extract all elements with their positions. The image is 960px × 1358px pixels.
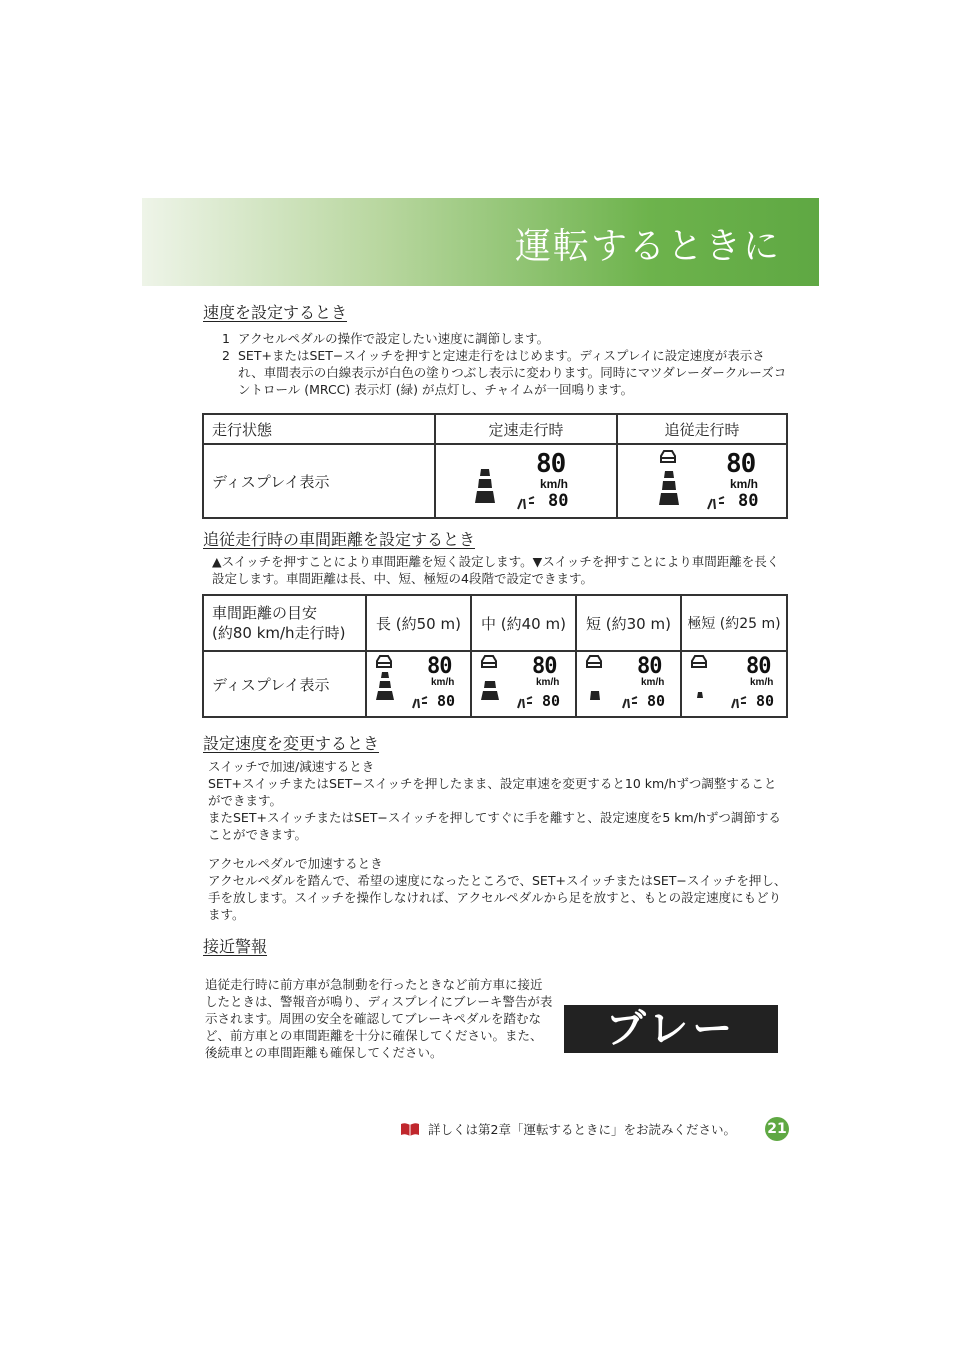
step-number: 2	[222, 348, 230, 363]
book-icon	[400, 1121, 420, 1137]
distance-description: ▲スイッチを押すことにより車間距離を短く設定します。▼スイッチを押すことにより車間距離を長く設定します。車間距離は長、中、短、極短の4段階で設定できます。	[212, 554, 780, 586]
proximity-warning-text: 追従走行時に前方車が急制動を行ったときなど前方車に接近したときは、警報音が鳴り、ディスプレイにブレーキ警告が表示されます。周囲の安全を確認してブレーキペダルを踏むなど、前方車との車間距離を十分に確保してください。また、後続車との車間距離も確保してください。	[205, 977, 553, 1060]
mrcc-indicator-icon	[621, 696, 639, 710]
step-text: SET+またはSET−スイッチを押すと定速走行をはじめます。ディスプレイに設定速度が表示され、車間表示の白線表示が白色の塗りつぶし表示に変わります。同時にマツダレーダークルーズコントロール (MRCC) 表示灯 (緑) が点灯し、チャイムが一回鳴ります。	[238, 348, 787, 397]
mrcc-indicator-icon	[730, 696, 748, 710]
sub-heading-accelerator: アクセルペダルで加速するとき	[208, 856, 383, 871]
vehicle-ahead-icon	[690, 655, 708, 669]
speed-readout: 80	[536, 449, 566, 479]
chapter-title: 運転するときに	[514, 226, 781, 267]
set-speed-readout: 80	[548, 491, 569, 511]
header-long: 長 (約50 m)	[366, 595, 471, 651]
header-distance-guide	[203, 595, 366, 651]
display-short	[576, 651, 681, 717]
change-speed-block	[208, 758, 788, 923]
display-extra-short	[681, 651, 787, 717]
switch-paragraph-1: SET+スイッチまたはSET−スイッチを押したまま、設定車速を変更すると10 km/hずつ調整することができます。	[208, 776, 777, 808]
distance-table	[202, 594, 788, 718]
set-speed-readout: 80	[542, 692, 561, 710]
speed-unit: km/h	[641, 677, 665, 688]
set-speed-readout: 80	[437, 692, 456, 710]
display-state-table	[202, 413, 788, 519]
display-following	[617, 444, 787, 518]
speed-unit: km/h	[536, 677, 560, 688]
speed-readout: 80	[532, 654, 557, 679]
vehicle-ahead-icon	[658, 449, 678, 465]
step-2	[210, 347, 790, 398]
switch-paragraph-2: またSET+スイッチまたはSET−スイッチを押してすぐに手を離すと、設定速度を5 km/hずつ調節することができます。	[208, 810, 781, 842]
speed-unit: km/h	[750, 677, 774, 688]
speed-readout: 80	[427, 654, 452, 679]
speed-unit: km/h	[730, 477, 759, 491]
chapter-banner	[142, 198, 819, 286]
vehicle-ahead-icon	[375, 655, 393, 669]
mrcc-indicator-icon	[411, 696, 429, 710]
display-long	[366, 651, 471, 717]
distance-bars-icon	[374, 672, 396, 702]
distance-bars-icon	[689, 672, 711, 702]
row-label-display: ディスプレイ表示	[203, 651, 366, 717]
header-following: 追従走行時	[617, 414, 787, 444]
speed-readout: 80	[637, 654, 662, 679]
step-text: アクセルペダルの操作で設定したい速度に調節します。	[238, 331, 550, 346]
page-number: 21	[765, 1117, 789, 1141]
speed-readout: 80	[746, 654, 771, 679]
header-distance-guide-line1: 車間距離の目安	[212, 604, 318, 622]
sub-heading-switch: スイッチで加速/減速するとき	[208, 759, 375, 774]
footer-text: 詳しくは第2章「運転するときに」をお読みください。	[428, 1122, 736, 1137]
step-number: 1	[222, 331, 230, 346]
distance-bars-icon	[656, 471, 682, 507]
distance-bars-icon	[584, 672, 606, 702]
brake-warning-display: ブレーキ！	[564, 1005, 778, 1053]
set-speed-steps	[210, 330, 790, 398]
display-medium	[471, 651, 576, 717]
speed-unit: km/h	[540, 477, 569, 491]
vehicle-ahead-icon	[480, 655, 498, 669]
section-title-set-speed: 速度を設定するとき	[203, 303, 348, 322]
vehicle-ahead-icon	[585, 655, 603, 669]
distance-bars-icon	[472, 469, 498, 505]
header-medium: 中 (約40 m)	[471, 595, 576, 651]
section-title-proximity-warning: 接近警報	[203, 937, 268, 956]
row-label-display: ディスプレイ表示	[203, 444, 435, 518]
display-constant-speed	[435, 444, 617, 518]
set-speed-readout: 80	[738, 491, 759, 511]
set-speed-readout: 80	[756, 692, 775, 710]
accelerator-paragraph: アクセルペダルを踏んで、希望の速度になったところで、SET+スイッチまたはSET−スイッチを押し、手を放します。スイッチを操作しなければ、アクセルペダルから足を放すと、もとの設定速度にもどります。	[208, 873, 787, 922]
set-speed-readout: 80	[647, 692, 666, 710]
distance-bars-icon	[479, 672, 501, 702]
header-extra-short: 極短 (約25 m)	[681, 595, 787, 651]
header-driving-state: 走行状態	[203, 414, 435, 444]
header-short: 短 (約30 m)	[576, 595, 681, 651]
section-title-change-speed: 設定速度を変更するとき	[203, 734, 380, 753]
step-1	[210, 330, 790, 347]
mrcc-indicator-icon	[706, 495, 726, 511]
mrcc-indicator-icon	[516, 495, 536, 511]
footer-reference	[400, 1120, 736, 1138]
speed-unit: km/h	[431, 677, 455, 688]
header-constant-speed: 定速走行時	[435, 414, 617, 444]
mrcc-indicator-icon	[516, 696, 534, 710]
header-distance-guide-line2: (約80 km/h走行時)	[212, 624, 346, 642]
section-title-distance: 追従走行時の車間距離を設定するとき	[203, 530, 476, 549]
speed-readout: 80	[726, 449, 756, 479]
